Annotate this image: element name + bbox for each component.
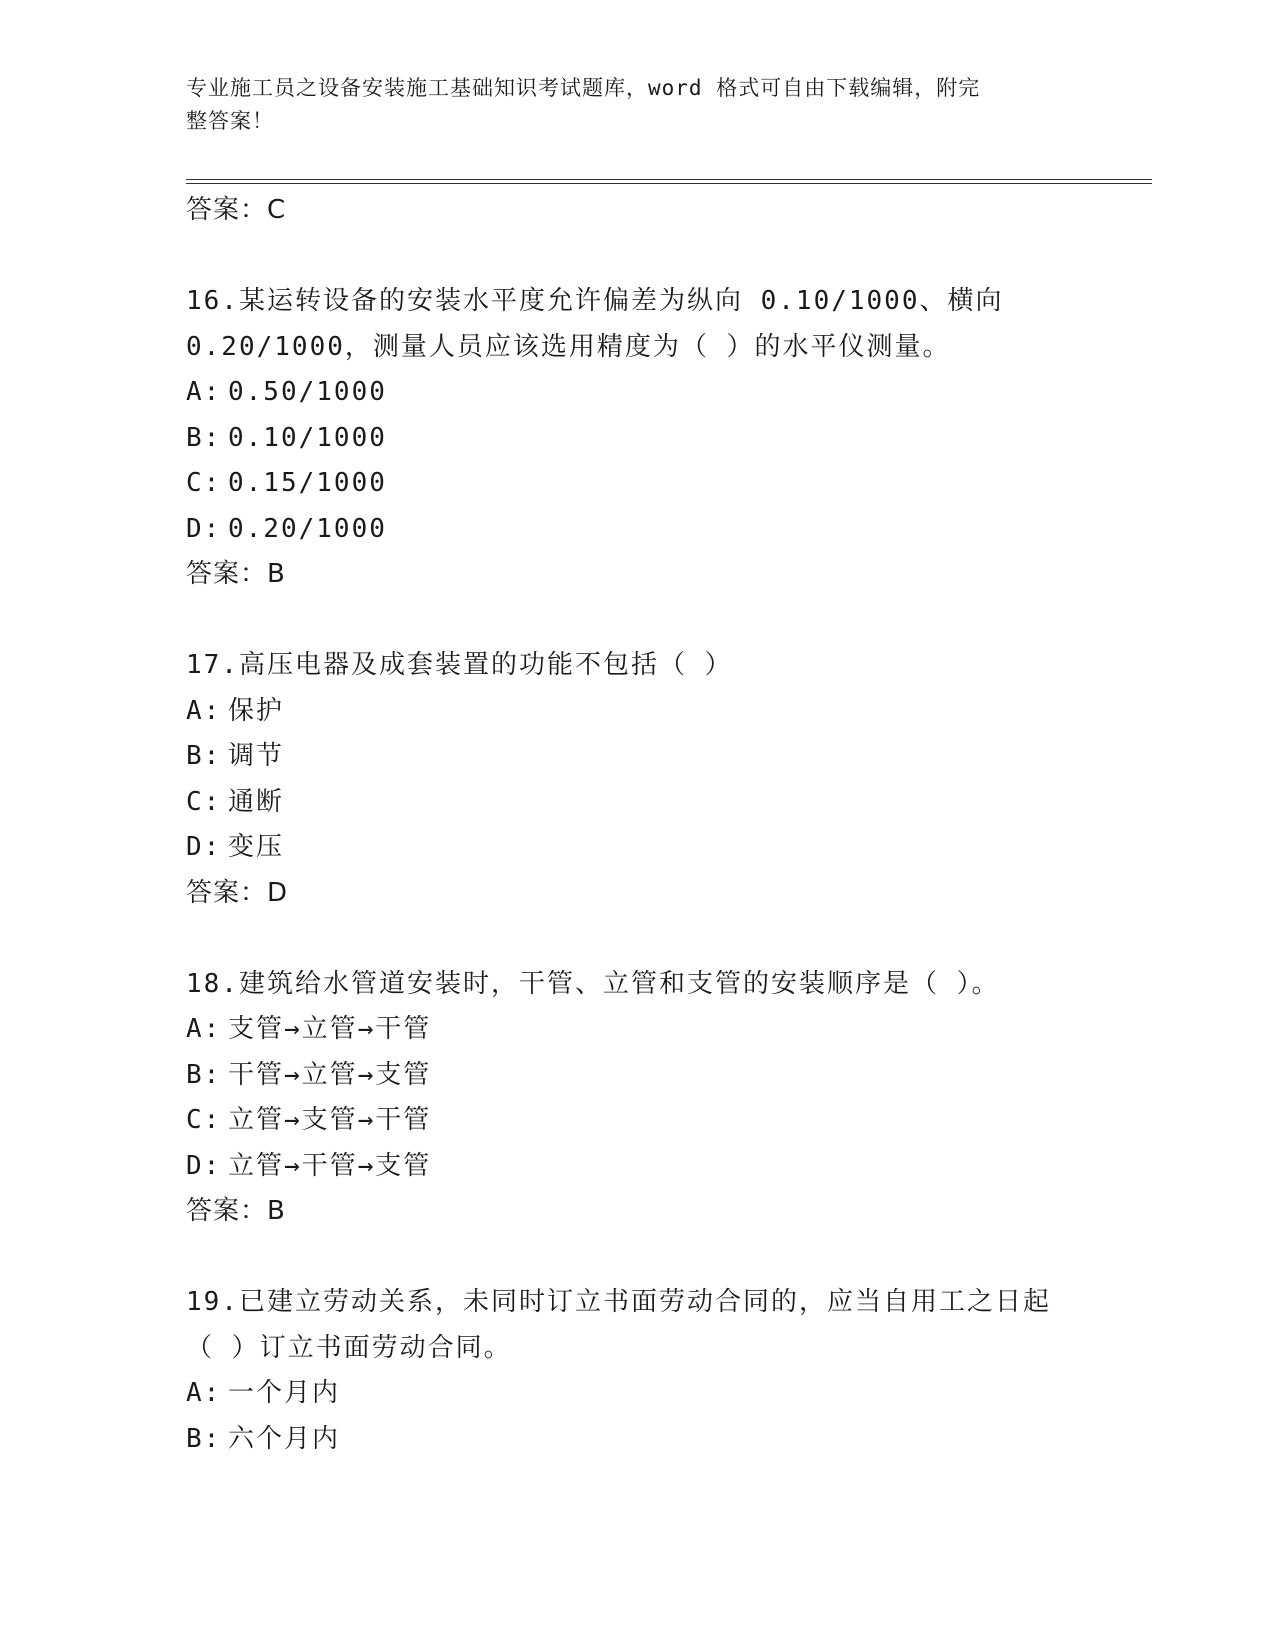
option-text: 调节 <box>228 741 285 771</box>
option-b <box>186 734 1152 780</box>
option-d <box>186 1144 1152 1190</box>
option-key: D: <box>186 1150 222 1181</box>
option-text: 立管→干管→支管 <box>228 1150 432 1181</box>
header-divider-top <box>186 179 1152 180</box>
answer-line: 答案：B <box>186 559 286 589</box>
question-stem: 17.高压电器及成套装置的功能不包括（ ） <box>186 650 733 680</box>
option-b <box>186 1053 1152 1099</box>
option-text: 一个月内 <box>228 1378 341 1408</box>
option-d <box>186 825 1152 871</box>
option-text: 0.15/1000 <box>228 468 387 498</box>
option-key: B: <box>186 1423 222 1454</box>
previous-answer: 答案：C <box>186 195 287 225</box>
spacer <box>186 1235 1152 1281</box>
spacer <box>186 234 1152 280</box>
option-a <box>186 1371 1152 1417</box>
spacer <box>186 598 1152 644</box>
option-text: 保护 <box>228 695 285 726</box>
option-key: A: <box>186 1014 222 1044</box>
answer-line: 答案：D <box>186 877 289 908</box>
option-key: B: <box>186 422 222 453</box>
option-text: 支管→立管→干管 <box>228 1014 432 1044</box>
question-list <box>186 188 1152 1462</box>
option-key: B: <box>186 1059 222 1090</box>
question-17 <box>186 643 1152 916</box>
option-c <box>186 461 1152 507</box>
header-line-2: 整答案！ <box>186 109 274 133</box>
option-key: D: <box>186 513 222 544</box>
option-text: 干管→立管→支管 <box>228 1059 432 1090</box>
option-c <box>186 780 1152 826</box>
option-text: 0.20/1000 <box>228 513 387 544</box>
option-text: 0.10/1000 <box>228 422 387 453</box>
option-key: A: <box>186 1378 222 1408</box>
question-16 <box>186 279 1152 598</box>
question-stem: 0.20/1000，测量人员应该选用精度为（ ）的水平仪测量。 <box>186 331 951 362</box>
option-key: D: <box>186 832 222 862</box>
option-a <box>186 370 1152 416</box>
option-key: C: <box>186 468 222 498</box>
question-19 <box>186 1280 1152 1462</box>
option-key: A: <box>186 377 222 407</box>
spacer <box>186 916 1152 962</box>
question-18 <box>186 962 1152 1235</box>
option-a <box>186 1007 1152 1053</box>
option-key: C: <box>186 1105 222 1135</box>
option-d <box>186 507 1152 553</box>
header-line-1: 专业施工员之设备安装施工基础知识考试题库，word 格式可自由下载编辑，附完 <box>186 76 981 100</box>
question-stem: （ ）订立书面劳动合同。 <box>186 1332 512 1363</box>
option-key: B: <box>186 741 222 771</box>
option-b <box>186 1417 1152 1463</box>
document-header <box>186 72 1086 138</box>
question-stem: 16.某运转设备的安装水平度允许偏差为纵向 0.10/1000、横向 <box>186 286 1004 316</box>
option-text: 变压 <box>228 832 285 862</box>
option-text: 立管→支管→干管 <box>228 1105 432 1135</box>
header-divider-bottom <box>186 183 1152 184</box>
question-stem: 18.建筑给水管道安装时，干管、立管和支管的安装顺序是（ ）。 <box>186 968 1000 999</box>
answer-line: 答案：B <box>186 1196 286 1226</box>
option-c <box>186 1098 1152 1144</box>
option-text: 通断 <box>228 786 285 817</box>
option-b <box>186 416 1152 462</box>
option-text: 六个月内 <box>228 1423 341 1454</box>
question-stem: 19.已建立劳动关系，未同时订立书面劳动合同的，应当自用工之日起 <box>186 1287 1051 1317</box>
option-text: 0.50/1000 <box>228 377 387 407</box>
option-key: A: <box>186 695 222 726</box>
option-a <box>186 689 1152 735</box>
option-key: C: <box>186 786 222 817</box>
